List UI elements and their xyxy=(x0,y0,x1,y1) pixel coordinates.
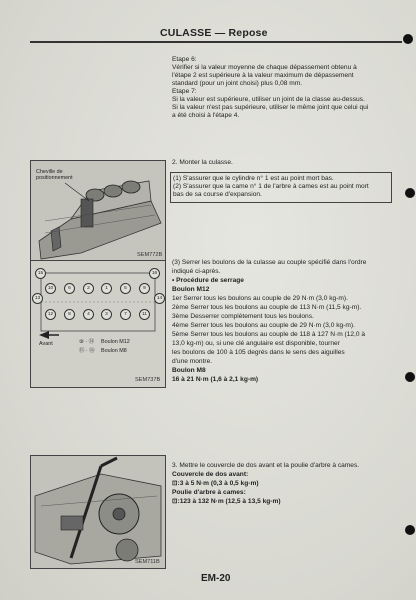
intro-line: a été choisi à l'étape 4. xyxy=(172,112,240,119)
step-3-line: 4ème Serrer tous les boulons au couple de 29 N·m (3,0 kg-m). xyxy=(172,322,355,329)
step-4-line: ⊡:123 à 132 N·m (12,5 à 13,5 kg-m) xyxy=(172,498,281,505)
intro-line: Etape 6: xyxy=(172,56,197,63)
intro-line: l'étape 2 est supérieure à la valeur maximum de dépassement xyxy=(172,72,354,79)
step-2-note: (2) S'assurer que la came n° 1 de l'arbre à cames est au point mort xyxy=(173,183,369,190)
intro-line: standard (pour un joint choisi) plus 0,08 mm. xyxy=(172,80,303,87)
binder-hole xyxy=(405,372,415,382)
step-3-line: (3) Serrer les boulons de la culasse au couple spécifié dans l'ordre xyxy=(172,259,367,266)
step-2-note: bas de sa course d'expansion. xyxy=(173,191,262,198)
step-3-line: d'une montre. xyxy=(172,358,213,365)
legend-m8-nums: ⑮ · ⑯ xyxy=(79,348,95,354)
bolt-marker: 12 xyxy=(45,309,56,320)
binder-hole xyxy=(405,525,415,535)
head-outline xyxy=(31,261,165,387)
bolt-marker: 6 xyxy=(64,283,75,294)
binder-hole xyxy=(403,34,413,44)
figure-code: SEM711B xyxy=(135,559,160,565)
step-2-title: 2. Monter la culasse. xyxy=(172,159,233,166)
step-3-line: indiqué ci-après. xyxy=(172,268,221,275)
bolt-marker: 4 xyxy=(83,309,94,320)
figure-camshaft xyxy=(30,160,166,262)
step-3-line: 2ème Serrer tous les boulons au couple de 113 N·m (11,5 kg-m). xyxy=(172,304,362,311)
header-rule xyxy=(30,41,402,43)
bolt-marker: 14 xyxy=(154,293,165,304)
step-3-line: 16 à 21 N·m (1,6 à 2,1 kg-m) xyxy=(172,376,259,383)
bolt-marker: 3 xyxy=(101,309,112,320)
step-2-notes-box xyxy=(170,172,392,203)
step-2-note: (1) S'assurer que le cylindre n° 1 est au point mort bas. xyxy=(173,175,334,182)
step-4-line: Poulie d'arbre à cames: xyxy=(172,489,246,496)
intro-line: Vérifier si la valeur moyenne de chaque dépassement obtenu à xyxy=(172,64,357,71)
step-3-line: Boulon M8 xyxy=(172,367,206,374)
step-3-line: • Procédure de serrage xyxy=(172,277,244,284)
bolt-marker: 15 xyxy=(35,268,46,279)
page-number: EM-20 xyxy=(201,573,231,584)
bolt-marker: 11 xyxy=(139,309,150,320)
page-title: CULASSE — Repose xyxy=(160,27,268,39)
bolt-marker: 5 xyxy=(120,283,131,294)
bolt-marker: 9 xyxy=(139,283,150,294)
binder-hole xyxy=(405,188,415,198)
pulley-illustration xyxy=(31,456,165,568)
intro-line: Si la valeur est supérieure, utiliser un joint de la classe au-dessus. xyxy=(172,96,365,103)
bolt-marker: 16 xyxy=(149,268,160,279)
callout-dowel-pin: Cheville de positionnement xyxy=(36,169,73,182)
step-3-line: 13,0 kg-m) ou, si une clé angulaire est disponible, tourner xyxy=(172,340,340,347)
bolt-marker: 13 xyxy=(32,293,43,304)
step-4-line: 3. Mettre le couvercle de dos avant et la poulie d'arbre à cames. xyxy=(172,462,360,469)
bolt-marker: 1 xyxy=(101,283,112,294)
bolt-marker: 7 xyxy=(120,309,131,320)
step-3-line: 5ème Serrer tous les boulons au couple de 118 à 127 N·m (12,0 à xyxy=(172,331,366,338)
step-3-line: 1er Serrer tous les boulons au couple de 29 N·m (3,0 kg-m). xyxy=(172,295,348,302)
figure-code: SEM737B xyxy=(135,377,161,383)
bolt-marker: 8 xyxy=(64,309,75,320)
step-3-line: Boulon M12 xyxy=(172,286,210,293)
figure-code: SEM772B xyxy=(137,252,163,258)
figure-cover-pulley xyxy=(30,455,166,569)
intro-line: Etape 7: xyxy=(172,88,197,95)
step-4-line: Couvercle de dos avant: xyxy=(172,471,249,478)
legend-m12-text: Boulon M12 xyxy=(101,339,130,345)
bolt-marker: 10 xyxy=(45,283,56,294)
step-3-line: les boulons de 100 à 105 degrés dans le sens des aiguilles xyxy=(172,349,345,356)
legend-m12-nums: ⑨ · ⑭ xyxy=(79,339,95,345)
step-3-line: 3ème Desserrer complètement tous les boulons. xyxy=(172,313,314,320)
figure-tightening-sequence xyxy=(30,260,166,388)
front-label: Avant xyxy=(39,341,53,347)
step-4-line: ⊡:3 à 5 N·m (0,3 à 0,5 kg-m) xyxy=(172,480,259,487)
intro-line: Si la valeur n'est pas supérieure, utiliser le même joint que celui qui xyxy=(172,104,369,111)
legend-m8-text: Boulon M8 xyxy=(101,348,127,354)
bolt-marker: 2 xyxy=(83,283,94,294)
